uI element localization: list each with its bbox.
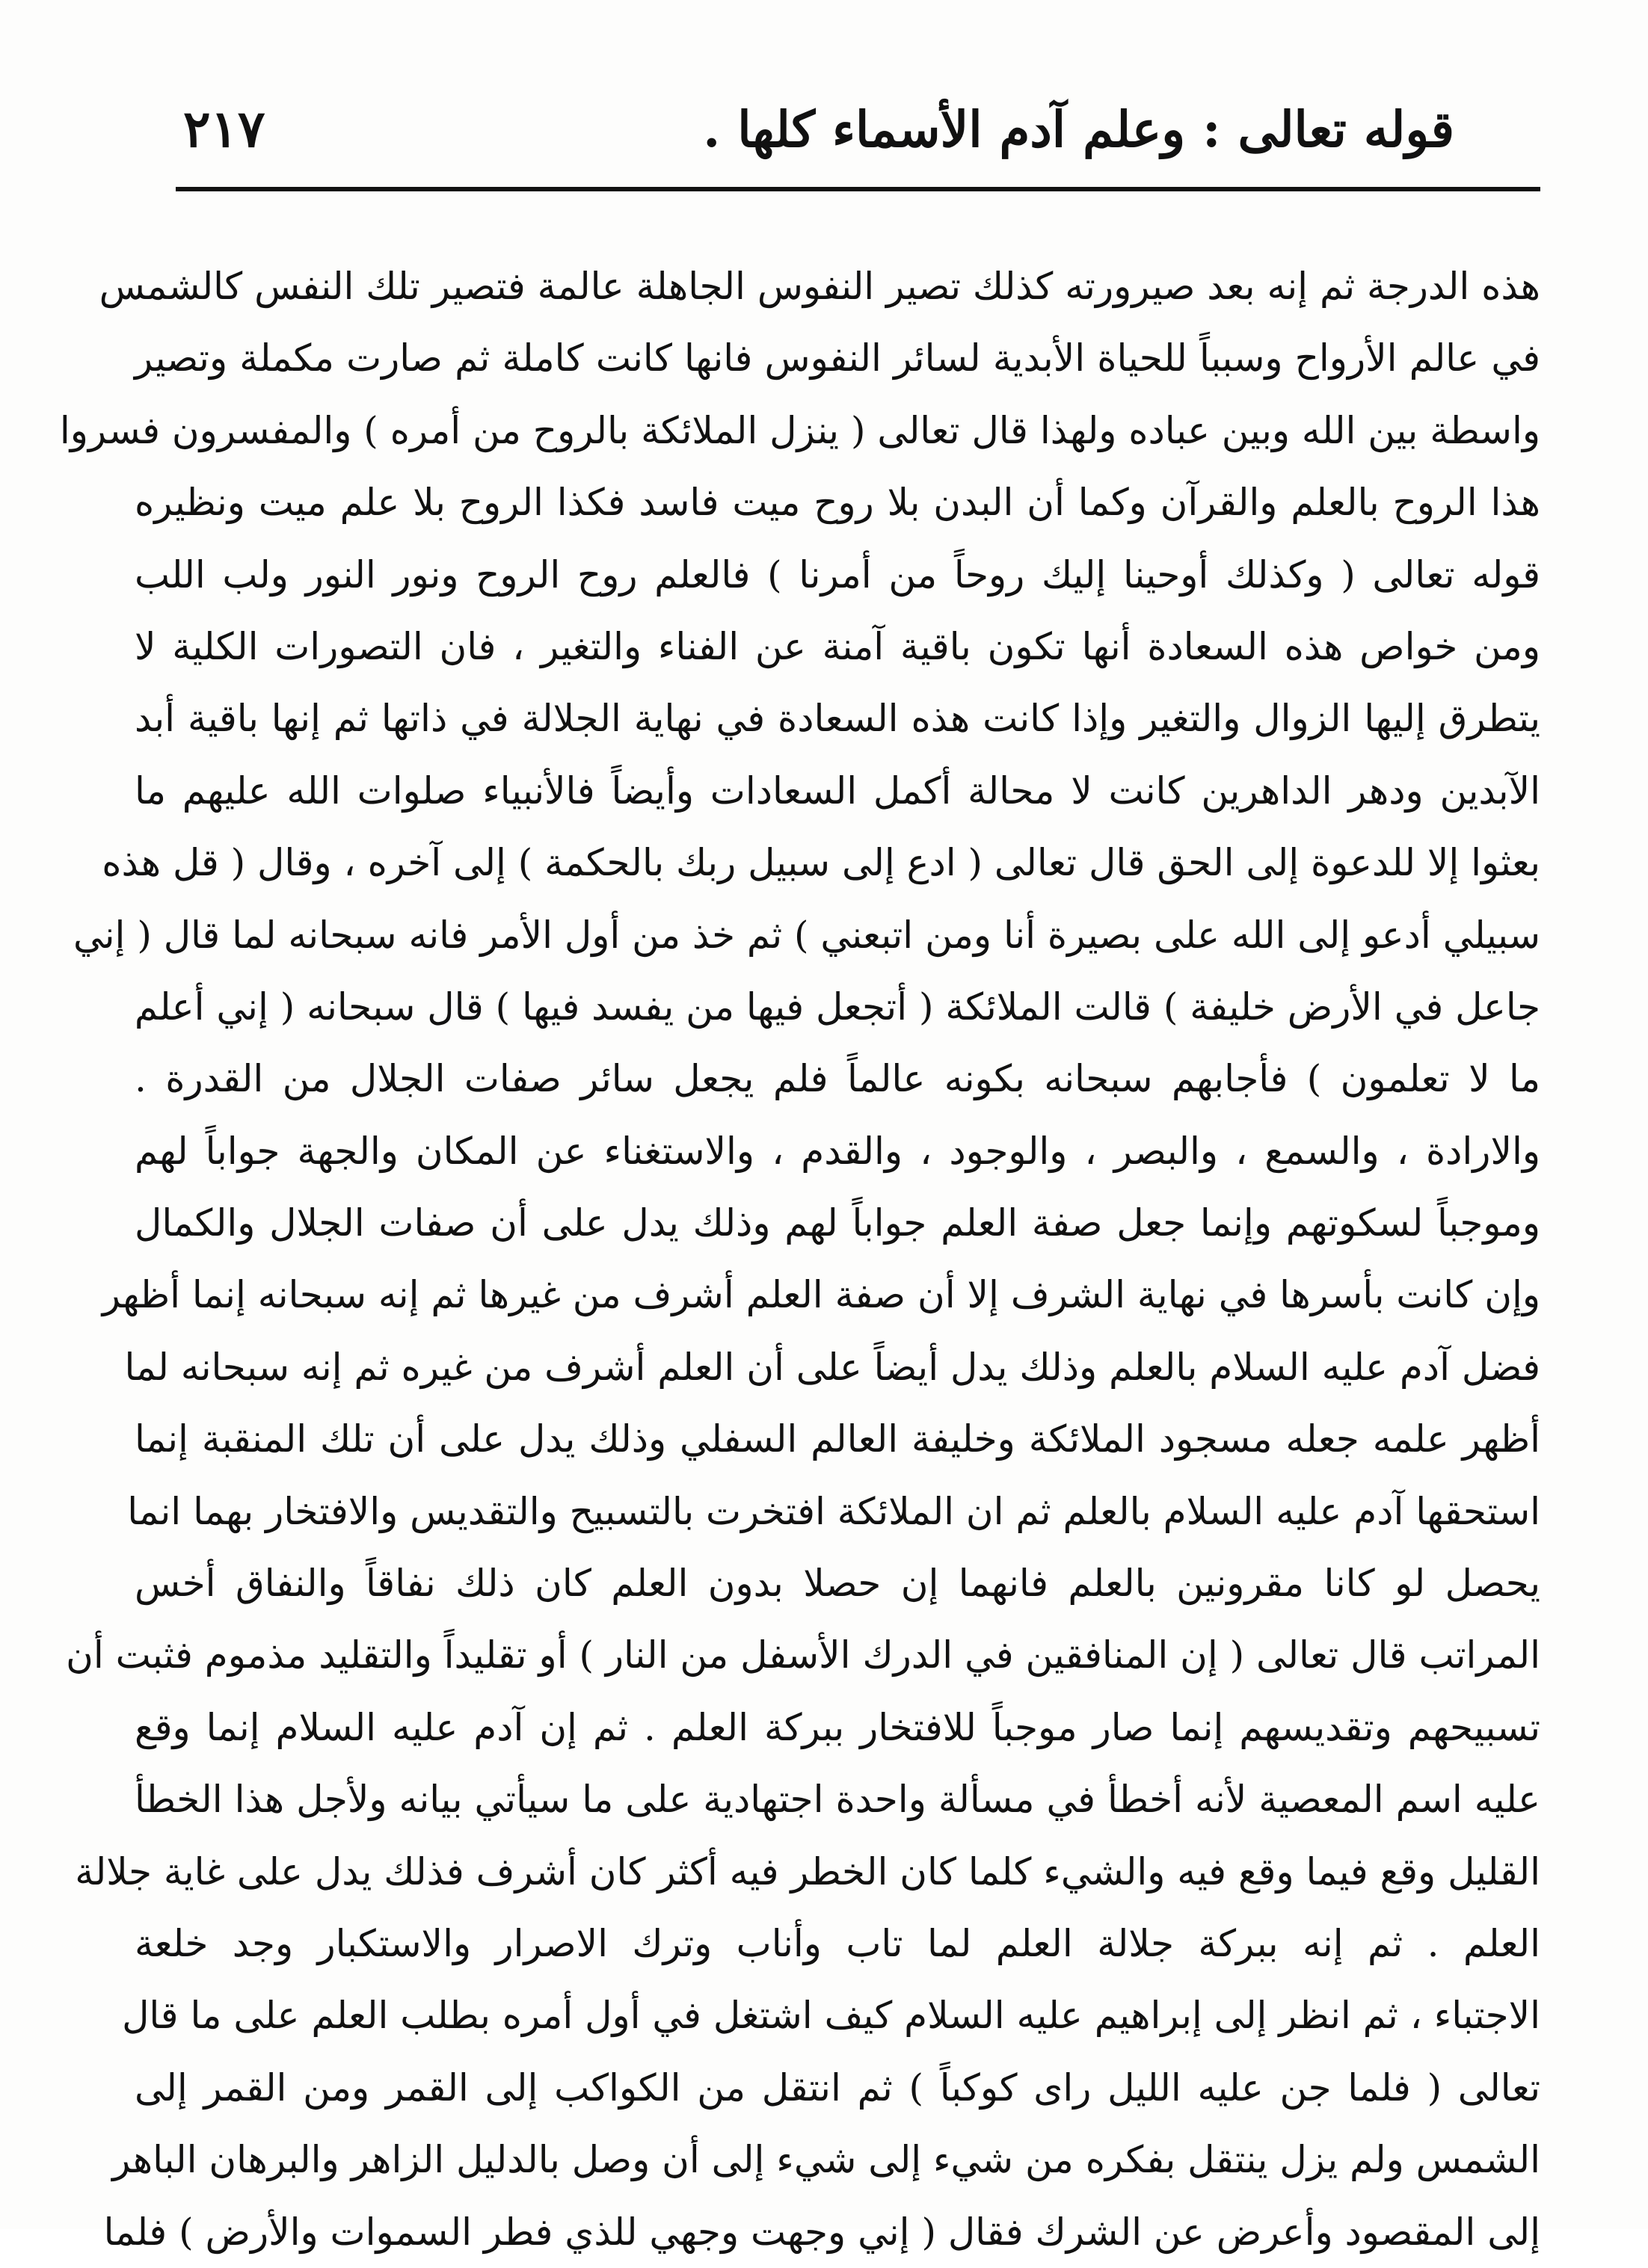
text-line: وإن كانت بأسرها في نهاية الشرف إلا أن صفة العلم أشرف من غيرها ثم إنه سبحانه إنما أظهر [102,1273,1540,1317]
text-line: هذه الدرجة ثم إنه بعد صيرورته كذلك تصير النفوس الجاهلة عالمة فتصير تلك النفس كالشمس [99,265,1540,308]
text-line: جاعل في الأرض خليفة ) قالت الملائكة ( أتجعل فيها من يفسد فيها ) قال سبحانه ( إني أعلم [134,984,1540,1029]
text-line: فضل آدم عليه السلام بالعلم وذلك يدل أيضاً على أن العلم أشرف من غيره ثم إنه سبحانه لما [124,1345,1540,1389]
text-line: يحصل لو كانا مقرونين بالعلم فانهما إن حصلا بدون العلم كان ذلك نفاقاً والنفاق أخس [135,1562,1540,1606]
text-line: هذا الروح بالعلم والقرآن وكما أن البدن بلا روح ميت فاسد فكذا الروح بلا علم ميت ونظيره [135,481,1540,525]
running-title: قوله تعالى : وعلم آدم الأسماء كلها . [703,100,1454,158]
header-divider [176,187,1540,191]
text-line: في عالم الأرواح وسبباً للحياة الأبدية لسائر النفوس فانها كانت كاملة ثم صارت مكملة وتصير [135,336,1540,380]
text-line: الآبدين ودهر الداهرين كانت لا محالة أكمل السعادات وأيضاً فالأنبياء صلوات الله عليهم ما [135,768,1540,813]
text-line: ما لا تعلمون ) فأجابهم سبحانه بكونه عالماً فلم يجعل سائر صفات الجلال من القدرة . [135,1057,1540,1101]
page-number: ٢١٧ [183,99,265,159]
page-header [183,90,1454,172]
text-line: المراتب قال تعالى ( إن المنافقين في الدرك الأسفل من النار ) أو تقليداً والتقليد مذموم فثبت أن [66,1633,1540,1677]
text-line: عليه اسم المعصية لأنه أخطأ في مسألة واحدة اجتهادية على ما سيأتي بيانه ولأجل هذا الخطأ [135,1778,1540,1822]
text-line: الاجتباء ، ثم انظر إلى إبراهيم عليه السلام كيف اشتغل في أول أمره بطلب العلم على ما قال [122,1994,1540,2038]
text-line: بعثوا إلا للدعوة إلى الحق قال تعالى ( ادع إلى سبيل ربك بالحكمة ) إلى آخره ، وقال ( قل هذه [102,841,1540,885]
text-line: تسبيحهم وتقديسهم إنما صار موجباً للافتخار ببركة العلم . ثم إن آدم عليه السلام إنما وقع [135,1705,1540,1749]
text-line: العلم . ثم إنه ببركة جلالة العلم لما تاب وأناب وترك الاصرار والاستكبار وجد خلعة [135,1921,1540,1965]
text-line: يتطرق إليها الزوال والتغير وإذا كانت هذه السعادة في نهاية الجلالة في ذاتها ثم إنها باقية أبد [135,697,1540,741]
text-line: ومن خواص هذه السعادة أنها تكون باقية آمنة عن الفناء والتغير ، فان التصورات الكلية لا [135,624,1540,668]
text-line: سبيلي أدعو إلى الله على بصيرة أنا ومن اتبعني ) ثم خذ من أول الأمر فانه سبحانه لما قال ( إني [73,913,1540,957]
text-line: استحقها آدم عليه السلام بالعلم ثم ان الملائكة افتخرت بالتسبيح والتقديس والافتخار بهما انما [127,1489,1540,1533]
text-line: الشمس ولم يزل ينتقل بفكره من شيء إلى شيء إلى أن وصل بالدليل الزاهر والبرهان الباهر [112,2138,1540,2182]
text-line: والارادة ، والسمع ، والبصر ، والوجود ، والقدم ، والاستغناء عن المكان والجهة جواباً لهم [135,1129,1540,1173]
text-line: إلى المقصود وأعرض عن الشرك فقال ( إني وجهت وجهي للذي فطر السموات والأرض ) فلما [103,2210,1540,2254]
text-line: القليل وقع فيما وقع فيه والشيء كلما كان الخطر فيه أكثر كان أشرف فذلك يدل على غاية جلالة [75,1849,1540,1893]
body-text [59,250,1540,2254]
text-line: واسطة بين الله وبين عباده ولهذا قال تعالى ( ينزل الملائكة بالروح من أمره ) والمفسرون فسروا [59,408,1540,452]
text-line: تعالى ( فلما جن عليه الليل راى كوكباً ) ثم انتقل من الكواكب إلى القمر ومن القمر إلى [135,2065,1540,2110]
text-line: أظهر علمه جعله مسجود الملائكة وخليفة العالم السفلي وذلك يدل على أن تلك المنقبة إنما [135,1417,1540,1461]
text-line: وموجباً لسكوتهم وإنما جعل صفة العلم جواباً لهم وذلك يدل على أن صفات الجلال والكمال [135,1201,1540,1245]
text-line: قوله تعالى ( وكذلك أوحينا إليك روحاً من أمرنا ) فالعلم روح الروح ونور النور ولب اللب [135,552,1540,597]
